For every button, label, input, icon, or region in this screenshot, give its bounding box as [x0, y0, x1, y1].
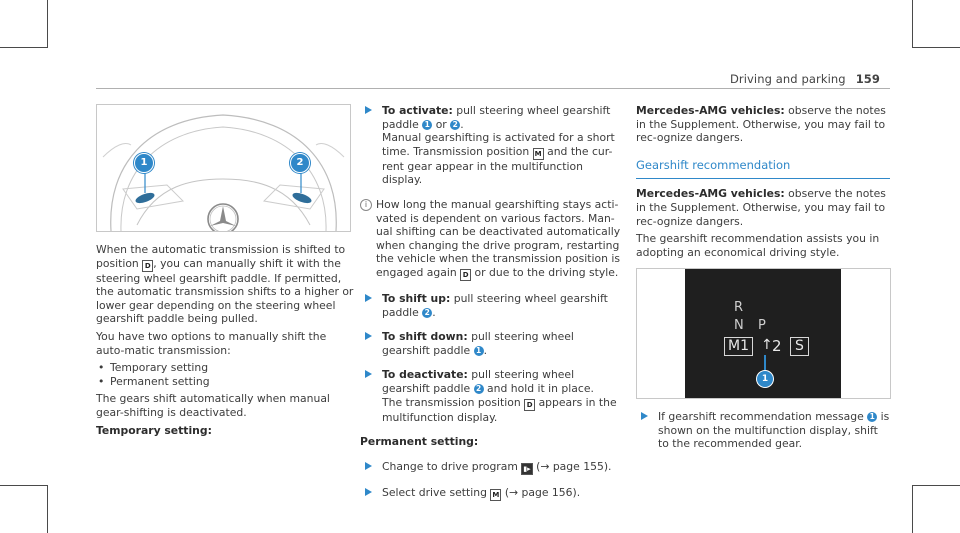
- gearshift-display-figure: [636, 268, 891, 399]
- step-select-setting: Select drive setting M (→ page 156).: [360, 486, 624, 501]
- step-change-program: Change to drive program ▮▸ (→ page 155).: [360, 460, 624, 475]
- arrow-icon: [365, 462, 372, 470]
- number-badge: 2: [422, 308, 432, 318]
- column-middle: [360, 104, 624, 512]
- auto-paragraph: The gears shift automatically when manual gear-shifting is deactivated.: [96, 392, 330, 419]
- crop-mark: [912, 0, 913, 48]
- callout-2: 2: [290, 153, 310, 173]
- crop-mark: [47, 485, 48, 533]
- step-deactivate: To deactivate: pull steering wheel gearshift paddle 2 and hold it in place. The transmission position D appears in the multifunction display.: [360, 368, 624, 424]
- steering-wheel-figure: [96, 104, 351, 232]
- page-number: 159: [855, 72, 880, 86]
- step-shift-recommended: If gearshift recommendation message 1 is shown on the multifunction display, shift to the recommended gear.: [636, 410, 890, 451]
- display-screen: [685, 269, 841, 398]
- crop-mark: [0, 47, 48, 48]
- number-badge: 1: [867, 412, 877, 422]
- crop-mark: [47, 0, 48, 48]
- gear-s-box: S: [790, 337, 809, 356]
- column-left: [96, 243, 354, 441]
- amg-note-2: Mercedes-AMG vehicles: observe the notes in the Supplement. Otherwise, you may fail to rec-ognize dangers.: [636, 187, 886, 228]
- crop-mark: [0, 485, 48, 486]
- crop-mark: [912, 47, 960, 48]
- arrow-icon: [365, 106, 372, 114]
- step-shift-down: To shift down: pull steering wheel gearshift paddle 1 .: [360, 330, 624, 357]
- step-activate: To activate: pull steering wheel gearshift paddle 1 or 2 . Manual gearshifting is activated for a short time. Transmission position M and the cur-rent gear appear in the multifunction display.: [360, 104, 624, 187]
- arrow-icon: [365, 332, 372, 340]
- number-badge: 2: [450, 120, 460, 130]
- upshift-arrow-icon: ↑: [761, 337, 773, 353]
- number-badge: 1: [422, 120, 432, 130]
- arrow-icon: [641, 412, 648, 420]
- position-d-symbol: D: [142, 260, 153, 272]
- crop-mark: [912, 485, 960, 486]
- arrow-icon: [365, 294, 372, 302]
- position-m-symbol: M: [533, 148, 544, 160]
- info-note: i How long the manual gearshifting stays acti-vated is dependent on various factors. Man-ual shifting can be deactivated automatically when changing the drive program, restarting the vehicle when the transmission position is engaged again D or due to the driving style.: [360, 198, 624, 281]
- gear-m1-box: M1: [724, 337, 753, 356]
- step-shift-up: To shift up: pull steering wheel gearshift paddle 2 .: [360, 292, 624, 319]
- number-badge: 1: [474, 346, 484, 356]
- info-icon: i: [360, 199, 372, 211]
- position-d-symbol: D: [460, 269, 471, 281]
- column-right-bottom: [636, 410, 890, 462]
- list-item: • Permanent setting: [96, 375, 354, 389]
- options-paragraph: You have two options to manually shift the auto-matic transmission:: [96, 329, 327, 357]
- gear-r-label: R: [734, 300, 744, 315]
- arrow-icon: [365, 488, 372, 496]
- drive-program-icon: ▮▸: [523, 464, 531, 473]
- callout-1: 1: [134, 153, 154, 173]
- recommendation-description: The gearshift recommendation assists you in adopting an economical driving style.: [636, 232, 880, 259]
- page-header: [730, 72, 880, 86]
- crop-mark: [912, 485, 913, 533]
- number-badge: 2: [474, 384, 484, 394]
- column-right: [636, 104, 890, 263]
- header-rule: [96, 88, 890, 89]
- gear-p-label: P: [758, 318, 766, 333]
- position-m-symbol: M: [490, 489, 501, 501]
- callout-1: 1: [756, 370, 774, 388]
- list-item: • Temporary setting: [96, 361, 354, 375]
- callout-line: [764, 355, 766, 370]
- intro-paragraph: When the automatic transmission is shifted to position D , you can manually shift it with the steering wheel gearshift paddle. If permitted, the automatic transmission shifts to a higher or lower gear depending on the steering wheel gearshift paddle being pulled.: [96, 243, 354, 326]
- gear-n-label: N: [734, 318, 744, 333]
- amg-note: Mercedes-AMG vehicles: observe the notes in the Supplement. Otherwise, you may fail to rec-ognize dangers.: [636, 104, 886, 145]
- gear-2-label: 2: [772, 337, 782, 355]
- section-heading: Gearshift recommendation: [636, 159, 890, 180]
- arrow-icon: [365, 370, 372, 378]
- permanent-heading: Permanent setting:: [360, 435, 479, 449]
- temporary-heading: Temporary setting:: [96, 423, 212, 437]
- position-d-symbol: D: [524, 399, 535, 411]
- section-title: Driving and parking: [729, 72, 846, 86]
